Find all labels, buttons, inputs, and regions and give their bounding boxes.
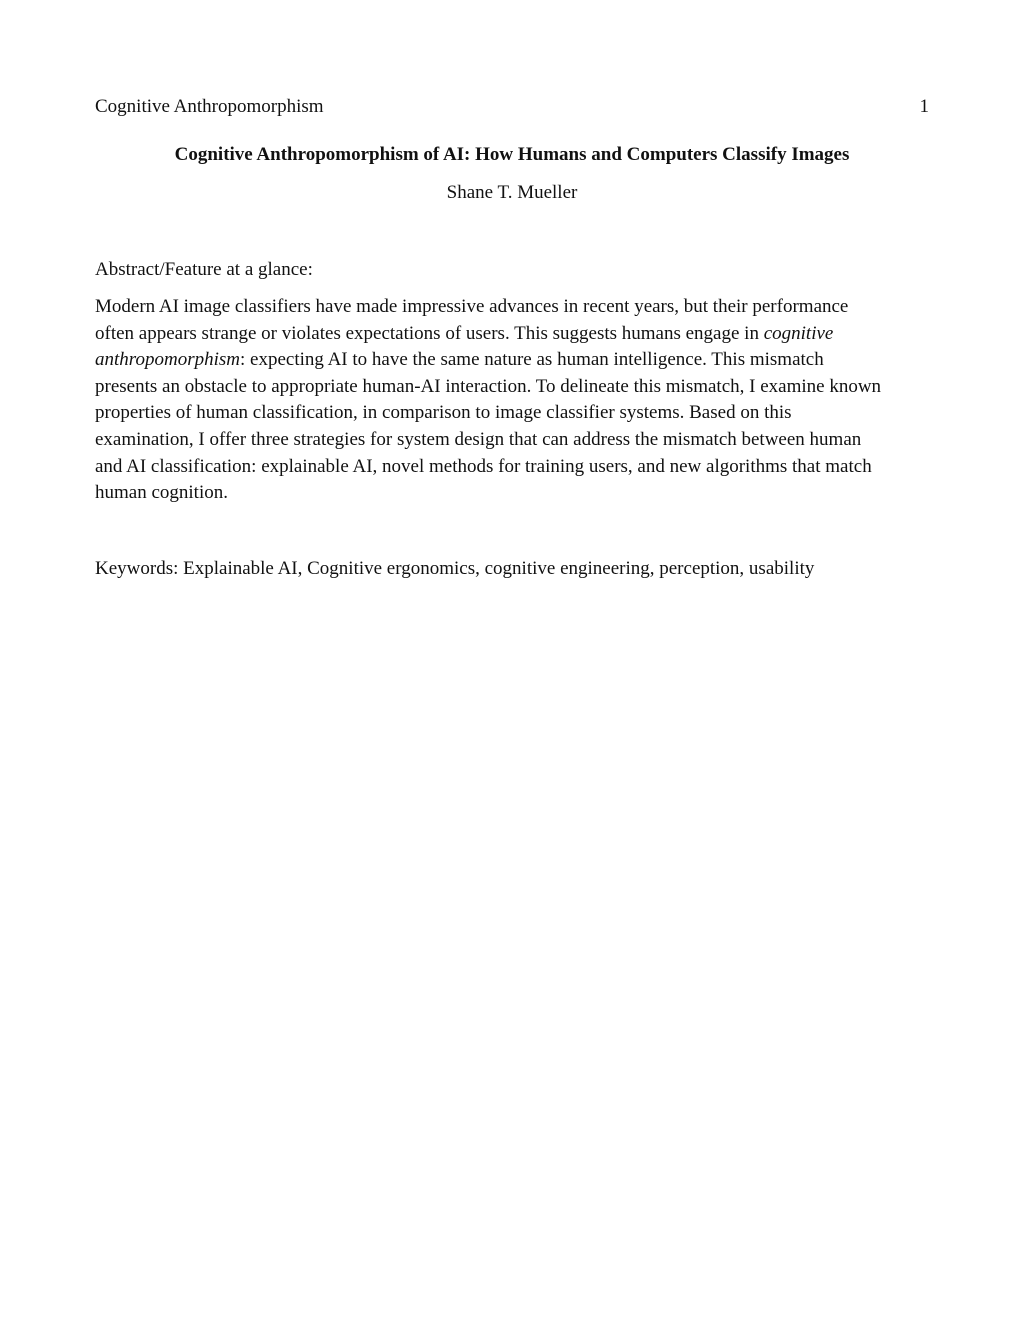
abstract-line: Modern AI image classifiers have made impressive advances in recent years, but their performance	[95, 296, 849, 317]
page-number: 1	[919, 96, 929, 117]
abstract-line	[95, 321, 931, 348]
abstract-line	[95, 347, 931, 374]
paper-title: Cognitive Anthropomorphism of AI: How Humans and Computers Classify Images	[174, 144, 850, 165]
abstract-line: and AI classification: explainable AI, novel methods for training users, and new algorithms that match	[95, 455, 872, 477]
emphasized-term: anthropomorphism	[95, 349, 240, 371]
abstract-line: human cognition.	[95, 482, 228, 504]
abstract-body	[95, 294, 931, 507]
abstract-line: properties of human classification, in comparison to image classifier systems. Based on this	[95, 402, 792, 424]
abstract-text: : expecting AI to have the same nature as human intelligence. This mismatch	[239, 349, 824, 371]
abstract-line: examination, I offer three strategies for system design that can address the mismatch between human	[95, 428, 862, 450]
author-name: Shane T. Mueller	[446, 182, 578, 203]
abstract-text: often appears strange or violates expectations of users. This suggests humans engage in	[95, 322, 764, 344]
emphasized-term: cognitive	[763, 322, 834, 344]
keywords: Keywords: Explainable AI, Cognitive ergonomics, cognitive engineering, perception, usability	[95, 558, 815, 579]
abstract-line: presents an obstacle to appropriate human-AI interaction. To delineate this mismatch, I examine known	[95, 375, 882, 397]
running-head: Cognitive Anthropomorphism	[95, 96, 324, 117]
abstract-heading: Abstract/Feature at a glance:	[95, 259, 313, 280]
